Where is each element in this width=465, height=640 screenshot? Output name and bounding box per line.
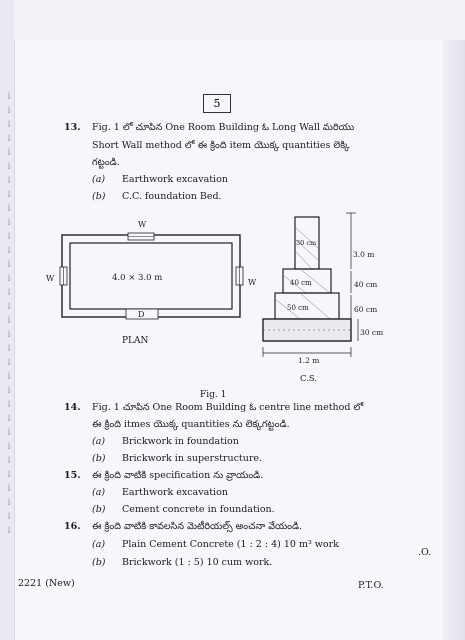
q16-line1: ఈ క్రింది వాటికి కావలసిన మెటీరియల్స్ అంచనా వేయండి. bbox=[92, 521, 303, 532]
q14-line1: Fig. 1 చూపిన One Room Building ఓ centre line method లో bbox=[92, 402, 364, 413]
q13-line3: గట్టండి. bbox=[92, 157, 120, 168]
q16-number: 16. bbox=[64, 521, 81, 532]
cs-h3: 60 cm bbox=[354, 305, 378, 314]
q14-a-text: Brickwork in foundation bbox=[122, 436, 239, 447]
back-page-edge bbox=[443, 40, 465, 640]
q15-a-text: Earthwork excavation bbox=[122, 487, 228, 498]
cs-h4: 30 cm bbox=[360, 328, 384, 337]
q13-b-label: (b) bbox=[92, 191, 106, 202]
q14-a-label: (a) bbox=[92, 436, 106, 447]
cs-h2: 40 cm bbox=[354, 280, 378, 289]
plan-w-top: W bbox=[138, 220, 147, 229]
q14-number: 14. bbox=[64, 402, 81, 413]
q13-a-label: (a) bbox=[92, 174, 106, 185]
q16-b-text: Brickwork (1 : 5) 10 cum work. bbox=[122, 557, 273, 568]
cs-label: C.S. bbox=[300, 374, 318, 384]
cs-w2: 40 cm bbox=[290, 279, 312, 287]
fig-caption: Fig. 1 bbox=[200, 390, 227, 400]
q13-line2: Short Wall method లో ఈ క్రింది item యొక్క quantities లెక్కి bbox=[92, 140, 350, 151]
plan-w-left: W bbox=[46, 274, 55, 283]
cs-base: 1.2 m bbox=[298, 356, 320, 365]
paper-code: 2221 (New) bbox=[18, 578, 75, 589]
q15-number: 15. bbox=[64, 470, 81, 481]
q13-number: 13. bbox=[64, 122, 81, 133]
margin-fragment: .O. bbox=[418, 547, 432, 558]
cs-w3: 50 cm bbox=[287, 304, 309, 312]
q15-a-label: (a) bbox=[92, 487, 106, 498]
q14-line2: ఈ క్రింది itmes యొక్క quantities ను లెక్కగట్టండి. bbox=[92, 419, 290, 430]
q15-line1: ఈ క్రింది వాటికి specification ను వ్రాయండి. bbox=[92, 470, 264, 481]
q15-b-text: Cement concrete in foundation. bbox=[122, 504, 275, 515]
q14-b-text: Brickwork in superstructure. bbox=[122, 453, 263, 464]
q16-a-text: Plain Cement Concrete (1 : 2 : 4) 10 m³ work bbox=[122, 539, 339, 550]
cs-w1: 30 cm bbox=[296, 239, 317, 247]
q13-b-text: C.C. foundation Bed. bbox=[122, 191, 222, 202]
q15-b-label: (b) bbox=[92, 504, 106, 515]
q13-line1: Fig. 1 లో చూపిన One Room Building ఓ Long Wall మరియు bbox=[92, 122, 355, 133]
q16-b-label: (b) bbox=[92, 557, 106, 568]
q16-a-label: (a) bbox=[92, 539, 106, 550]
pto-label: P.T.O. bbox=[358, 580, 384, 591]
plan-w-right: W bbox=[248, 278, 257, 287]
cs-h1: 3.0 m bbox=[353, 250, 375, 259]
figure-1 bbox=[40, 205, 400, 400]
plan-room-size: 4.0 × 3.0 m bbox=[112, 273, 163, 283]
margin-arrows: ↓ ↓ ↓ ↓ ↓ ↓ ↓ ↓ ↓ ↓ ↓ ↓ ↓ ↓ ↓ ↓ ↓ ↓ ↓ ↓ ↓ ↓ ↓ ↓ ↓ ↓ ↓ ↓ ↓ ↓ ↓ ↓ bbox=[5, 92, 13, 536]
plan-label: PLAN bbox=[122, 336, 149, 346]
plan-door: D bbox=[138, 310, 145, 319]
q13-a-text: Earthwork excavation bbox=[122, 174, 228, 185]
page-number: 5 bbox=[203, 94, 231, 113]
q14-b-label: (b) bbox=[92, 453, 106, 464]
